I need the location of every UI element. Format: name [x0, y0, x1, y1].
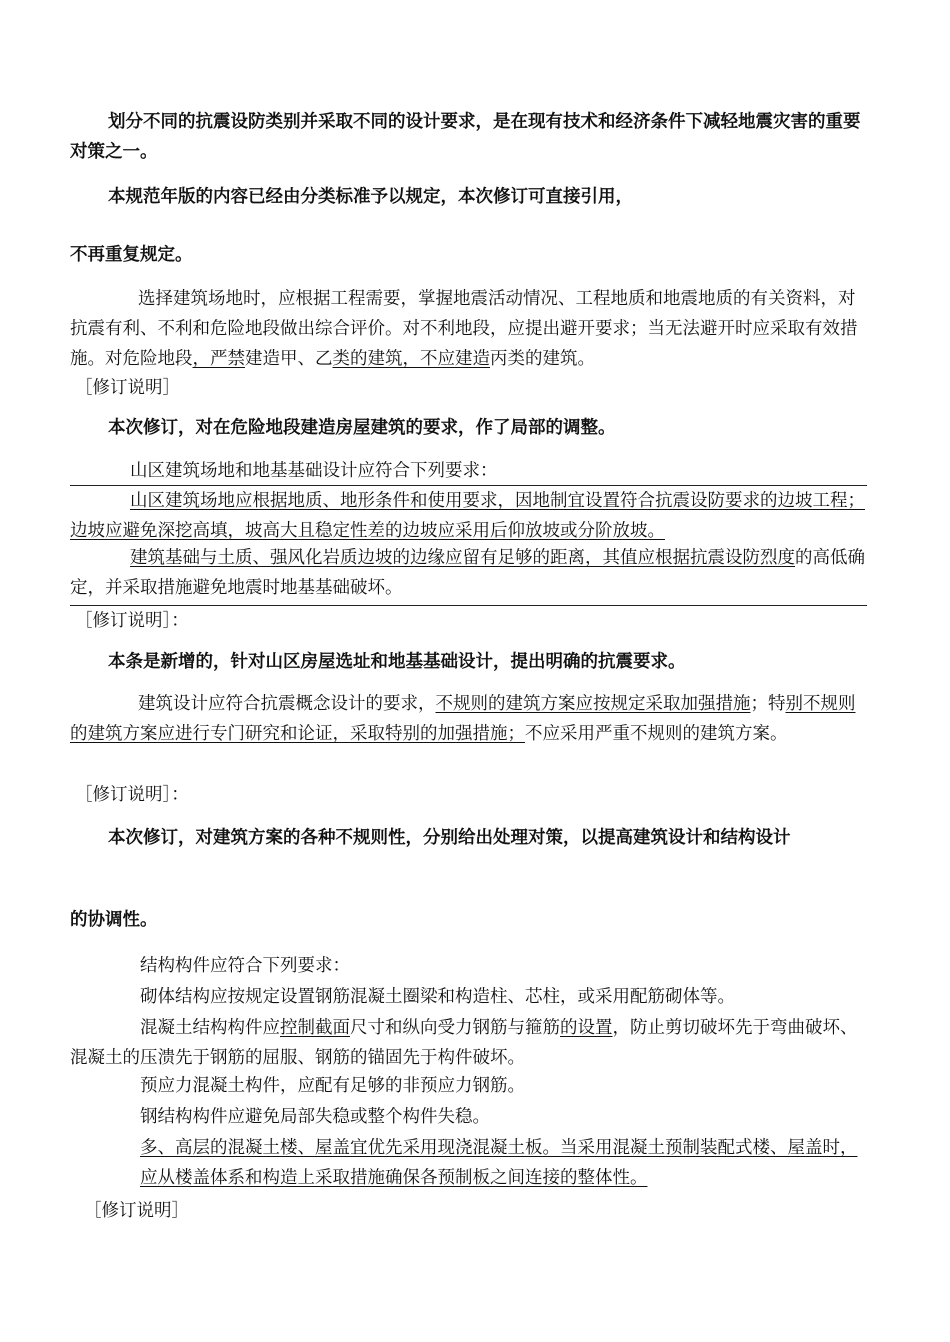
concrete-members-text-2: 尺寸和纵向受力钢筋与箍筋: [350, 1018, 560, 1038]
concrete-members-underlined-2: 的设置: [560, 1018, 613, 1038]
paragraph-revision-reference: 本规范年版的内容已经由分类标准予以规定，本次修订可直接引用，: [108, 187, 633, 207]
paragraph-architectural-design: [70, 689, 867, 749]
concrete-members-text-3: ，防止剪切破坏先于弯曲破坏、混凝土的压溃先于钢筋的屈服、钢筋的锚固先于构件破坏。: [70, 1018, 858, 1068]
site-selection-text-3: 丙类的建筑。: [490, 349, 595, 369]
architectural-design-underlined-2: 别不规则的建筑方案应进行专门研究和论证，采取特别的加强措施；: [70, 694, 856, 744]
site-selection-text: 选择建筑场地时，应根据工程需要，掌握地震活动情况、工程地质和地震地质的有关资料，对抗震有利、不利和危险地段做出综合评价。对不利地段，应提出避开要求；当无法避开时应采取有效措施。对危险地段: [70, 289, 858, 369]
paragraph-coordination: 的协调性。: [70, 910, 158, 930]
paragraph-new-clause: 本条是新增的，针对山区房屋选址和地基基础设计，提出明确的抗震要求。: [108, 652, 686, 672]
site-selection-text-2: 建造甲、乙: [245, 349, 333, 369]
floor-slabs-underlined-text: 多、高层的混凝土楼、屋盖宜优先采用现浇混凝土板。当采用混凝土预制装配式楼、屋盖时，应从楼盖体系和构造上采取措施确保各预制板之间连接的整体性。: [140, 1138, 858, 1188]
concrete-members-text: 混凝土结构构件应: [140, 1018, 280, 1038]
paragraph-steel-members: 钢结构构件应避免局部失稳或整个构件失稳。: [140, 1107, 490, 1127]
architectural-design-text: 建筑设计应符合抗震概念设计的要求，: [138, 694, 436, 714]
paragraph-prestressed: 预应力混凝土构件，应配有足够的非预应力钢筋。: [140, 1076, 525, 1096]
mountain-slope-underlined-text: 山区建筑场地应根据地质、地形条件和使用要求，因地制宜设置符合抗震设防要求的边坡工程；边坡应避免深挖高填，坡高大且稳定性差的边坡应采用后仰放坡或分阶放坡。: [70, 491, 865, 541]
paragraph-masonry: 砌体结构应按规定设置钢筋混凝土圈梁和构造柱、芯柱，或采用配筋砌体等。: [140, 987, 735, 1007]
paragraph-structural-members-heading: 结构构件应符合下列要求：: [140, 956, 350, 976]
revision-note-label: ［修订说明］: [84, 1201, 189, 1221]
paragraph-concrete-members: [70, 1013, 867, 1073]
architectural-design-text-3: 不应采用严重不规则的建筑方案。: [525, 724, 788, 744]
revision-note-label: ［修订说明］: [75, 378, 180, 398]
revision-note-label: ［修订说明］：: [75, 785, 189, 805]
paragraph-classification: 划分不同的抗震设防类别并采取不同的设计要求，是在现有技术和经济条件下减轻地震灾害的重要对策之一。: [70, 112, 861, 162]
paragraph-site-selection: [70, 284, 867, 374]
concrete-members-underlined-1: 控制截面: [280, 1018, 350, 1038]
site-selection-underlined-category: 类的建筑，不应建造: [332, 349, 490, 369]
architectural-design-text-2: ；特: [750, 694, 786, 714]
paragraph-no-repeat: 不再重复规定。: [70, 245, 193, 265]
foundation-distance-text: 的高低确定，并采取措施避免地震时地基基础破坏。: [70, 548, 865, 598]
paragraph-foundation-distance: [70, 543, 867, 603]
architectural-design-underlined-1: 不规则的建筑方案应按规定采取加强措施: [435, 694, 751, 714]
paragraph-irregularity-revision: 本次修订，对建筑方案的各种不规则性，分别给出处理对策，以提高建筑设计和结构设计: [108, 828, 791, 848]
revision-note-label: ［修订说明］：: [75, 611, 189, 631]
paragraph-danger-zone-revision: 本次修订，对在危险地段建造房屋建筑的要求，作了局部的调整。: [108, 418, 616, 438]
site-selection-underlined-forbid: ，严禁: [192, 349, 245, 369]
paragraph-mountain-slope: [70, 486, 867, 546]
paragraph-floor-slabs: [140, 1133, 867, 1193]
paragraph-mountain-site-heading: 山区建筑场地和地基基础设计应符合下列要求：: [130, 461, 498, 481]
foundation-distance-underlined-text: 建筑基础与土质、强风化岩质边坡的边缘应留有足够的距离，其值应根据抗震设防烈度: [130, 548, 795, 568]
